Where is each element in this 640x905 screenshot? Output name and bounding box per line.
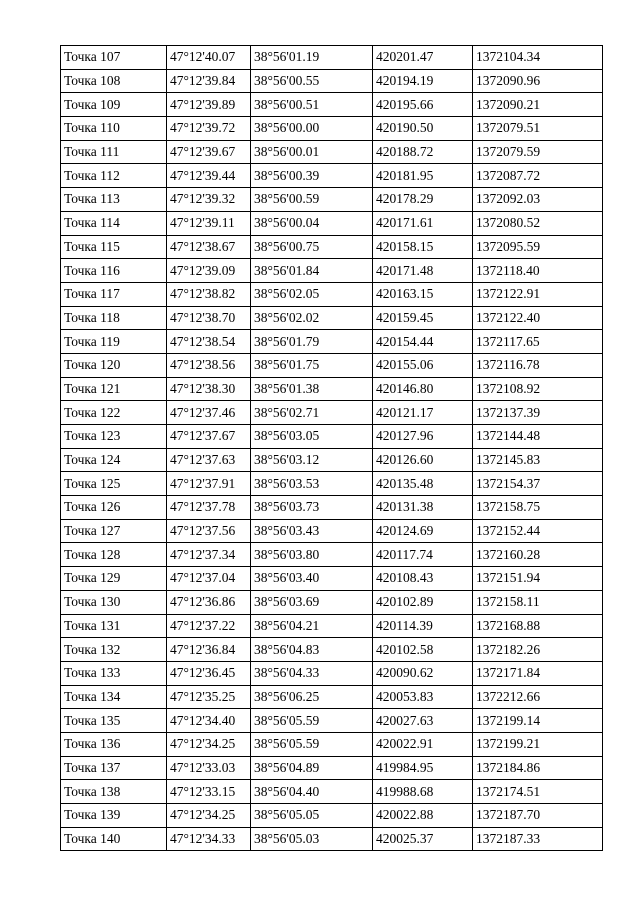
longitude-cell: 38°56'00.04: [251, 211, 373, 235]
table-row: [61, 638, 603, 662]
point-name-cell: Точка 139: [61, 804, 167, 828]
table-row: [61, 69, 603, 93]
longitude-cell: 38°56'03.05: [251, 425, 373, 449]
longitude-cell: 38°56'06.25: [251, 685, 373, 709]
point-name-cell: Точка 134: [61, 685, 167, 709]
coordinates-table-body: [61, 46, 603, 851]
point-name-cell: Точка 138: [61, 780, 167, 804]
longitude-cell: 38°56'01.75: [251, 353, 373, 377]
table-row: [61, 543, 603, 567]
point-name-cell: Точка 118: [61, 306, 167, 330]
y-coordinate-cell: 1372145.83: [473, 448, 603, 472]
longitude-cell: 38°56'00.01: [251, 140, 373, 164]
latitude-cell: 47°12'38.54: [167, 330, 251, 354]
longitude-cell: 38°56'03.43: [251, 519, 373, 543]
latitude-cell: 47°12'39.44: [167, 164, 251, 188]
table-row: [61, 117, 603, 141]
y-coordinate-cell: 1372152.44: [473, 519, 603, 543]
latitude-cell: 47°12'40.07: [167, 46, 251, 70]
table-row: [61, 756, 603, 780]
y-coordinate-cell: 1372160.28: [473, 543, 603, 567]
x-coordinate-cell: 420194.19: [373, 69, 473, 93]
point-name-cell: Точка 140: [61, 827, 167, 851]
longitude-cell: 38°56'03.69: [251, 590, 373, 614]
x-coordinate-cell: 420124.69: [373, 519, 473, 543]
latitude-cell: 47°12'37.63: [167, 448, 251, 472]
latitude-cell: 47°12'39.72: [167, 117, 251, 141]
table-row: [61, 472, 603, 496]
longitude-cell: 38°56'04.33: [251, 661, 373, 685]
latitude-cell: 47°12'37.78: [167, 496, 251, 520]
latitude-cell: 47°12'38.67: [167, 235, 251, 259]
x-coordinate-cell: 420102.58: [373, 638, 473, 662]
longitude-cell: 38°56'01.79: [251, 330, 373, 354]
coordinates-table: [60, 45, 603, 851]
point-name-cell: Точка 108: [61, 69, 167, 93]
x-coordinate-cell: 420155.06: [373, 353, 473, 377]
y-coordinate-cell: 1372144.48: [473, 425, 603, 449]
y-coordinate-cell: 1372090.96: [473, 69, 603, 93]
longitude-cell: 38°56'04.40: [251, 780, 373, 804]
y-coordinate-cell: 1372168.88: [473, 614, 603, 638]
table-row: [61, 235, 603, 259]
point-name-cell: Точка 123: [61, 425, 167, 449]
table-row: [61, 709, 603, 733]
table-row: [61, 732, 603, 756]
y-coordinate-cell: 1372122.91: [473, 282, 603, 306]
table-row: [61, 93, 603, 117]
x-coordinate-cell: 420090.62: [373, 661, 473, 685]
longitude-cell: 38°56'01.38: [251, 377, 373, 401]
latitude-cell: 47°12'39.09: [167, 259, 251, 283]
point-name-cell: Точка 111: [61, 140, 167, 164]
y-coordinate-cell: 1372199.21: [473, 732, 603, 756]
table-row: [61, 377, 603, 401]
table-row: [61, 614, 603, 638]
y-coordinate-cell: 1372079.51: [473, 117, 603, 141]
point-name-cell: Точка 121: [61, 377, 167, 401]
longitude-cell: 38°56'05.03: [251, 827, 373, 851]
y-coordinate-cell: 1372158.75: [473, 496, 603, 520]
longitude-cell: 38°56'04.83: [251, 638, 373, 662]
point-name-cell: Точка 107: [61, 46, 167, 70]
latitude-cell: 47°12'37.91: [167, 472, 251, 496]
table-row: [61, 282, 603, 306]
longitude-cell: 38°56'03.40: [251, 567, 373, 591]
x-coordinate-cell: 420114.39: [373, 614, 473, 638]
y-coordinate-cell: 1372154.37: [473, 472, 603, 496]
table-row: [61, 448, 603, 472]
latitude-cell: 47°12'37.67: [167, 425, 251, 449]
x-coordinate-cell: 420108.43: [373, 567, 473, 591]
latitude-cell: 47°12'37.46: [167, 401, 251, 425]
longitude-cell: 38°56'03.12: [251, 448, 373, 472]
x-coordinate-cell: 420102.89: [373, 590, 473, 614]
longitude-cell: 38°56'03.80: [251, 543, 373, 567]
table-row: [61, 425, 603, 449]
longitude-cell: 38°56'02.02: [251, 306, 373, 330]
longitude-cell: 38°56'05.59: [251, 709, 373, 733]
table-row: [61, 567, 603, 591]
point-name-cell: Точка 119: [61, 330, 167, 354]
point-name-cell: Точка 122: [61, 401, 167, 425]
point-name-cell: Точка 126: [61, 496, 167, 520]
y-coordinate-cell: 1372090.21: [473, 93, 603, 117]
table-row: [61, 211, 603, 235]
point-name-cell: Точка 124: [61, 448, 167, 472]
y-coordinate-cell: 1372108.92: [473, 377, 603, 401]
y-coordinate-cell: 1372182.26: [473, 638, 603, 662]
longitude-cell: 38°56'00.59: [251, 188, 373, 212]
longitude-cell: 38°56'02.05: [251, 282, 373, 306]
latitude-cell: 47°12'37.34: [167, 543, 251, 567]
table-row: [61, 780, 603, 804]
latitude-cell: 47°12'39.89: [167, 93, 251, 117]
y-coordinate-cell: 1372117.65: [473, 330, 603, 354]
table-row: [61, 259, 603, 283]
table-row: [61, 519, 603, 543]
x-coordinate-cell: 420022.91: [373, 732, 473, 756]
y-coordinate-cell: 1372079.59: [473, 140, 603, 164]
x-coordinate-cell: 420188.72: [373, 140, 473, 164]
x-coordinate-cell: 420158.15: [373, 235, 473, 259]
y-coordinate-cell: 1372104.34: [473, 46, 603, 70]
x-coordinate-cell: 420053.83: [373, 685, 473, 709]
latitude-cell: 47°12'38.82: [167, 282, 251, 306]
latitude-cell: 47°12'34.40: [167, 709, 251, 733]
table-row: [61, 685, 603, 709]
x-coordinate-cell: 420025.37: [373, 827, 473, 851]
y-coordinate-cell: 1372171.84: [473, 661, 603, 685]
longitude-cell: 38°56'04.89: [251, 756, 373, 780]
x-coordinate-cell: 420201.47: [373, 46, 473, 70]
x-coordinate-cell: 420171.48: [373, 259, 473, 283]
longitude-cell: 38°56'03.73: [251, 496, 373, 520]
x-coordinate-cell: 420127.96: [373, 425, 473, 449]
longitude-cell: 38°56'00.51: [251, 93, 373, 117]
latitude-cell: 47°12'35.25: [167, 685, 251, 709]
point-name-cell: Точка 114: [61, 211, 167, 235]
latitude-cell: 47°12'34.33: [167, 827, 251, 851]
y-coordinate-cell: 1372212.66: [473, 685, 603, 709]
table-row: [61, 353, 603, 377]
x-coordinate-cell: 420126.60: [373, 448, 473, 472]
latitude-cell: 47°12'38.56: [167, 353, 251, 377]
latitude-cell: 47°12'33.15: [167, 780, 251, 804]
longitude-cell: 38°56'00.75: [251, 235, 373, 259]
y-coordinate-cell: 1372187.70: [473, 804, 603, 828]
longitude-cell: 38°56'04.21: [251, 614, 373, 638]
latitude-cell: 47°12'36.84: [167, 638, 251, 662]
longitude-cell: 38°56'01.19: [251, 46, 373, 70]
point-name-cell: Точка 129: [61, 567, 167, 591]
latitude-cell: 47°12'36.86: [167, 590, 251, 614]
latitude-cell: 47°12'38.30: [167, 377, 251, 401]
x-coordinate-cell: 420131.38: [373, 496, 473, 520]
point-name-cell: Точка 130: [61, 590, 167, 614]
y-coordinate-cell: 1372174.51: [473, 780, 603, 804]
longitude-cell: 38°56'00.55: [251, 69, 373, 93]
latitude-cell: 47°12'39.84: [167, 69, 251, 93]
point-name-cell: Точка 117: [61, 282, 167, 306]
table-row: [61, 661, 603, 685]
x-coordinate-cell: 420154.44: [373, 330, 473, 354]
latitude-cell: 47°12'39.11: [167, 211, 251, 235]
point-name-cell: Точка 120: [61, 353, 167, 377]
point-name-cell: Точка 115: [61, 235, 167, 259]
x-coordinate-cell: 419988.68: [373, 780, 473, 804]
longitude-cell: 38°56'00.00: [251, 117, 373, 141]
x-coordinate-cell: 420181.95: [373, 164, 473, 188]
latitude-cell: 47°12'34.25: [167, 732, 251, 756]
latitude-cell: 47°12'34.25: [167, 804, 251, 828]
table-row: [61, 590, 603, 614]
point-name-cell: Точка 132: [61, 638, 167, 662]
y-coordinate-cell: 1372092.03: [473, 188, 603, 212]
latitude-cell: 47°12'37.56: [167, 519, 251, 543]
table-row: [61, 140, 603, 164]
x-coordinate-cell: 420022.88: [373, 804, 473, 828]
x-coordinate-cell: 420178.29: [373, 188, 473, 212]
x-coordinate-cell: 420117.74: [373, 543, 473, 567]
latitude-cell: 47°12'37.22: [167, 614, 251, 638]
x-coordinate-cell: 420135.48: [373, 472, 473, 496]
point-name-cell: Точка 128: [61, 543, 167, 567]
point-name-cell: Точка 137: [61, 756, 167, 780]
x-coordinate-cell: 420171.61: [373, 211, 473, 235]
y-coordinate-cell: 1372080.52: [473, 211, 603, 235]
x-coordinate-cell: 420027.63: [373, 709, 473, 733]
y-coordinate-cell: 1372184.86: [473, 756, 603, 780]
point-name-cell: Точка 131: [61, 614, 167, 638]
point-name-cell: Точка 110: [61, 117, 167, 141]
latitude-cell: 47°12'39.32: [167, 188, 251, 212]
point-name-cell: Точка 135: [61, 709, 167, 733]
table-row: [61, 306, 603, 330]
point-name-cell: Точка 113: [61, 188, 167, 212]
y-coordinate-cell: 1372187.33: [473, 827, 603, 851]
longitude-cell: 38°56'05.59: [251, 732, 373, 756]
table-row: [61, 46, 603, 70]
longitude-cell: 38°56'05.05: [251, 804, 373, 828]
y-coordinate-cell: 1372199.14: [473, 709, 603, 733]
latitude-cell: 47°12'33.03: [167, 756, 251, 780]
point-name-cell: Точка 133: [61, 661, 167, 685]
longitude-cell: 38°56'01.84: [251, 259, 373, 283]
point-name-cell: Точка 136: [61, 732, 167, 756]
x-coordinate-cell: 419984.95: [373, 756, 473, 780]
point-name-cell: Точка 116: [61, 259, 167, 283]
table-row: [61, 827, 603, 851]
point-name-cell: Точка 112: [61, 164, 167, 188]
x-coordinate-cell: 420163.15: [373, 282, 473, 306]
y-coordinate-cell: 1372137.39: [473, 401, 603, 425]
y-coordinate-cell: 1372158.11: [473, 590, 603, 614]
latitude-cell: 47°12'38.70: [167, 306, 251, 330]
latitude-cell: 47°12'39.67: [167, 140, 251, 164]
table-row: [61, 401, 603, 425]
y-coordinate-cell: 1372151.94: [473, 567, 603, 591]
point-name-cell: Точка 109: [61, 93, 167, 117]
table-row: [61, 188, 603, 212]
y-coordinate-cell: 1372095.59: [473, 235, 603, 259]
table-row: [61, 804, 603, 828]
point-name-cell: Точка 127: [61, 519, 167, 543]
x-coordinate-cell: 420121.17: [373, 401, 473, 425]
table-row: [61, 330, 603, 354]
longitude-cell: 38°56'00.39: [251, 164, 373, 188]
latitude-cell: 47°12'37.04: [167, 567, 251, 591]
x-coordinate-cell: 420159.45: [373, 306, 473, 330]
y-coordinate-cell: 1372122.40: [473, 306, 603, 330]
table-row: [61, 164, 603, 188]
x-coordinate-cell: 420195.66: [373, 93, 473, 117]
longitude-cell: 38°56'02.71: [251, 401, 373, 425]
y-coordinate-cell: 1372116.78: [473, 353, 603, 377]
y-coordinate-cell: 1372087.72: [473, 164, 603, 188]
latitude-cell: 47°12'36.45: [167, 661, 251, 685]
table-row: [61, 496, 603, 520]
x-coordinate-cell: 420146.80: [373, 377, 473, 401]
point-name-cell: Точка 125: [61, 472, 167, 496]
longitude-cell: 38°56'03.53: [251, 472, 373, 496]
y-coordinate-cell: 1372118.40: [473, 259, 603, 283]
x-coordinate-cell: 420190.50: [373, 117, 473, 141]
